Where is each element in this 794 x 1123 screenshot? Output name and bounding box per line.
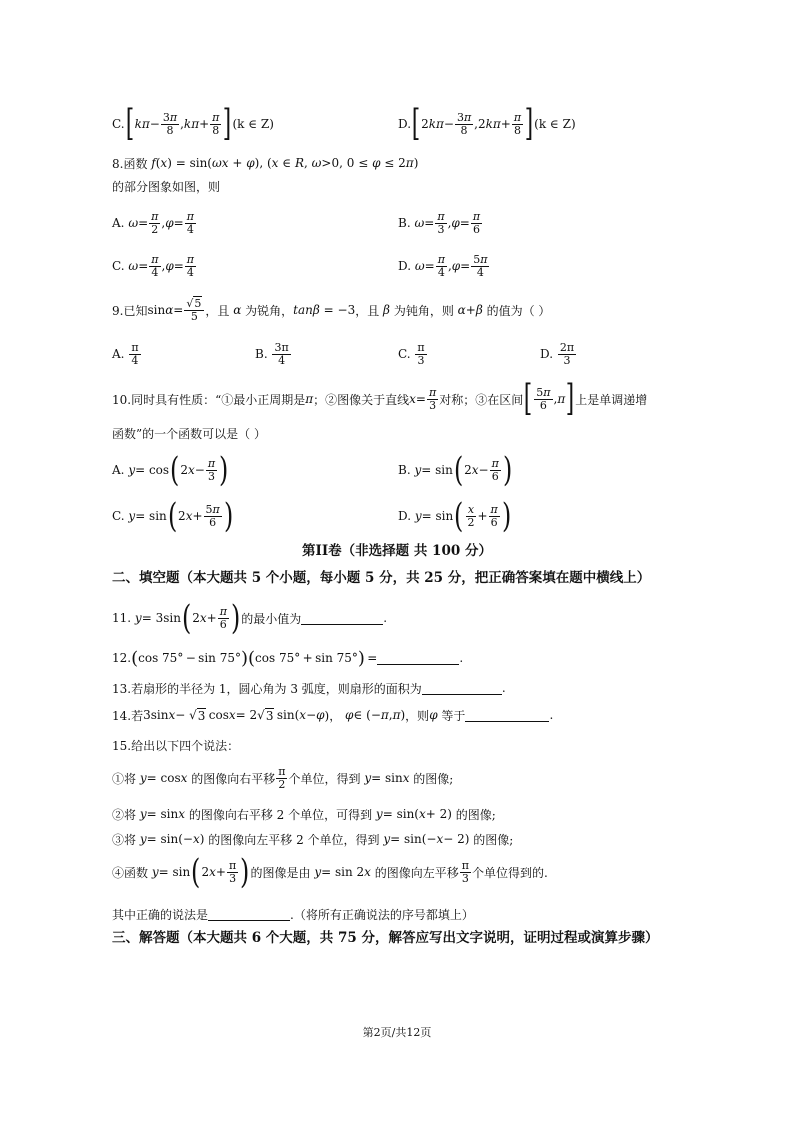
q10-stem-line2: 函数”的一个函数可以是（ ） xyxy=(112,427,266,441)
q9-option-c[interactable]: C. $\frac{\pi}{3}$ xyxy=(398,340,425,367)
q10-stem: 10.同时具有性质：“①最小正周期是 π ；②图像关于直线 x = $\frac{\pi}{3}$ 对称；③在区间 [ $\frac{5\pi}{6}$ , π ] 上是单调递增 xyxy=(112,378,648,419)
q8-option-a[interactable]: A. ω = $\frac{\pi}{2}$ , φ = $\frac{\pi}{4}$ xyxy=(112,209,194,236)
q15-conclusion: 其中正确的说法是 .（将所有正确说法的序号都填上） xyxy=(112,907,474,922)
q9-stem: 9.已知 sin α = $\frac{√5}{5}$ ，且 α 为锐角， tanβ = −3 ，且 β 为钝角，则 α + β 的值为（ ） xyxy=(112,296,551,323)
q9-option-d[interactable]: D. $\frac{2\pi}{3}$ xyxy=(540,340,575,367)
option-label: C. xyxy=(112,117,125,131)
q10-option-d[interactable]: D. y = sin ( $\frac{x}{2}$ + $\frac{\pi}{6}$ ) xyxy=(398,496,512,536)
section3-heading: 三、解答题（本大题共 6 个大题，共 75 分，解答应写出文字说明，证明过程或演算步骤） xyxy=(112,930,659,946)
q9-option-a[interactable]: A. $\frac{\pi}{4}$ xyxy=(112,340,139,367)
option-tail: (k ∈ Z) xyxy=(232,117,274,131)
section2-heading: 二、填空题（本大题共 5 个小题，每小题 5 分，共 25 分，把正确答案填在题中横线上） xyxy=(112,570,651,586)
q8-option-b[interactable]: B. ω = $\frac{\pi}{3}$ , φ = $\frac{\pi}{6}$ xyxy=(398,209,481,236)
q10-option-a[interactable]: A. y = cos ( 2 x − $\frac{\pi}{3}$ ) xyxy=(112,450,229,490)
q15-answer-blank[interactable] xyxy=(208,908,290,921)
q12: 12. ( cos 75° − sin 75° ) ( cos 75° + sin 75° ) = . xyxy=(112,647,464,669)
q9-option-b[interactable]: B. $\frac{3\pi}{4}$ xyxy=(255,340,289,367)
q10-option-c[interactable]: C. y = sin ( 2 x + $\frac{5\pi}{6}$ ) xyxy=(112,496,234,536)
q10-option-b[interactable]: B. y = sin ( 2 x − $\frac{\pi}{6}$ ) xyxy=(398,450,513,490)
q15-statement-1: ①将 y = cos x 的图像向右平移 $\frac{\pi}{2}$ 个单位，得到 y = sin x 的图像; xyxy=(112,764,454,791)
q8-stem-line2: 的部分图象如图，则 xyxy=(112,180,221,194)
q15-stem: 15.给出以下四个说法： xyxy=(112,739,240,753)
q13: 13.若扇形的半径为 1，圆心角为 3 弧度，则扇形的面积为 . xyxy=(112,681,506,696)
part2-title: 第II卷（非选择题 共 100 分） xyxy=(302,543,492,559)
q7-option-d[interactable]: D. [ 2 kπ − $\frac{3\pi}{8}$ ,2 kπ + $\frac{\pi}{8}$ ] (k ∈ Z) xyxy=(398,103,576,144)
q7-option-c[interactable]: C. [ kπ − $\frac{3\pi}{8}$ , kπ + $\frac{\pi}{8}$ ] (k ∈ Z) xyxy=(112,103,274,144)
q15-statement-3: ③将 y = sin(− x ) 的图像向左平移 2 个单位，得到 y = sin(− x − 2) 的图像; xyxy=(112,832,514,847)
q8-option-c[interactable]: C. ω = $\frac{\pi}{4}$ , φ = $\frac{\pi}{4}$ xyxy=(112,252,195,279)
q14-answer-blank[interactable] xyxy=(465,709,549,722)
q15-statement-2: ②将 y = sin x 的图像向右平移 2 个单位，可得到 y = sin( x + 2) 的图像; xyxy=(112,807,496,822)
page-footer: 第2页/共12页 xyxy=(362,1026,432,1039)
q14: 14.若 3sin x − √ 3 cos x = 2√ 3 sin( x − φ )， φ ∈ (− π , π ) ，则 φ 等于 . xyxy=(112,708,554,723)
q15-statement-4: ④函数 y = sin ( 2 x + $\frac{\pi}{3}$ ) 的图像是由 y = sin 2 x 的图像向左平移 $\frac{\pi}{3}$ 个单位得到的. xyxy=(112,852,548,892)
q8-stem: 8.函数 f(x) = sin(ωx + φ), (x ∈ R, ω>0, 0 ≤ φ ≤ 2π) xyxy=(112,156,419,171)
option-label: D. xyxy=(398,117,412,131)
option-tail: (k ∈ Z) xyxy=(534,117,576,131)
q12-answer-blank[interactable] xyxy=(377,652,459,665)
q13-answer-blank[interactable] xyxy=(422,682,502,695)
q11-answer-blank[interactable] xyxy=(301,612,383,625)
q8-option-d[interactable]: D. ω = $\frac{\pi}{4}$ , φ = $\frac{5\pi}{4}$ xyxy=(398,252,488,279)
q11: 11. y = 3sin ( 2 x + $\frac{\pi}{6}$ ) 的最小值为 . xyxy=(112,598,388,638)
